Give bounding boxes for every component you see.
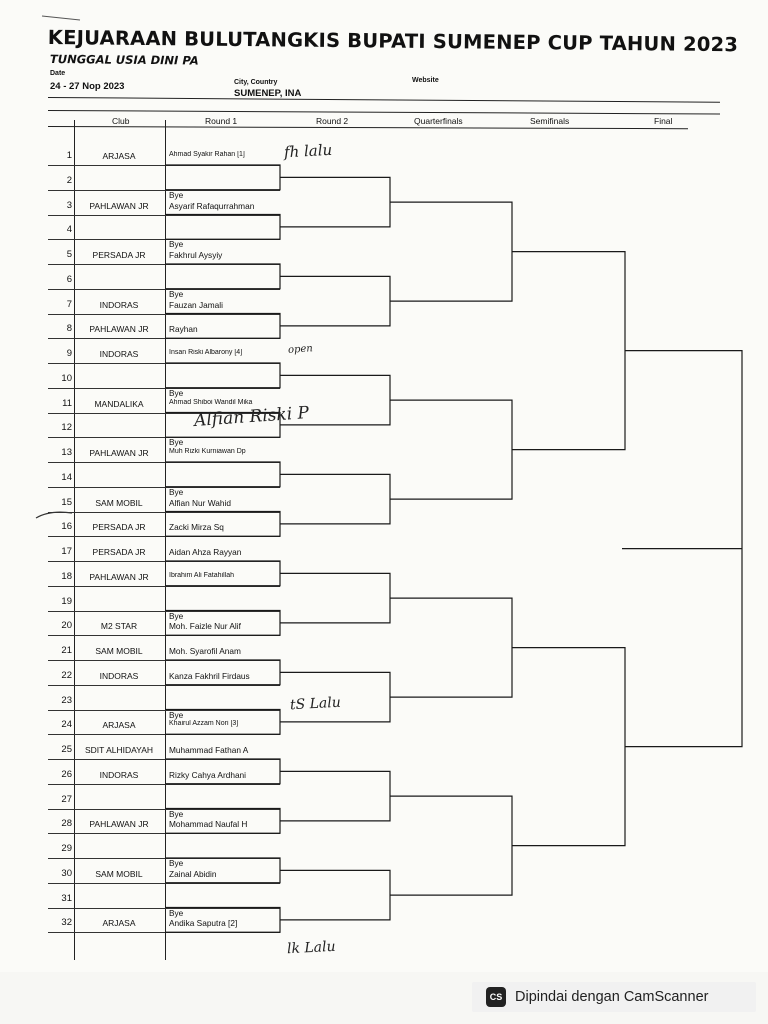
draw-position-number: 24: [61, 719, 72, 731]
draw-position-number: 31: [61, 892, 72, 904]
draw-position-number: 7: [66, 298, 72, 310]
club-name: PAHLAWAN JR: [89, 200, 149, 211]
club-name: PAHLAWAN JR: [89, 819, 149, 830]
draw-position-number: 20: [61, 620, 72, 632]
column-header-club: Club: [112, 116, 130, 126]
quarterfinal-connector: [390, 796, 512, 895]
draw-position-number: 15: [61, 496, 72, 508]
club-name: ARJASA: [102, 918, 136, 929]
draw-position-number: 17: [61, 546, 72, 557]
bye-slot: Bye: [169, 437, 184, 448]
column-header-final: Final: [654, 116, 673, 126]
column-header-semifinals: Semifinals: [530, 116, 570, 126]
pen-stroke-top-mark: [40, 12, 84, 24]
draw-position-number: 28: [61, 818, 72, 830]
draw-position-number: 9: [66, 348, 72, 359]
club-name: INDORAS: [99, 299, 139, 310]
club-name: PERSADA JR: [92, 250, 146, 260]
round-1-connector: [165, 710, 280, 735]
draw-position-number: 22: [61, 669, 72, 681]
round-2-connector: [280, 870, 390, 920]
column-header-round-1: Round 1: [205, 116, 238, 126]
draw-position-number: 16: [61, 521, 72, 533]
draw-position-number: 26: [61, 768, 72, 780]
club-name: PERSADA JR: [92, 522, 146, 533]
player-name: Rayhan: [169, 324, 198, 335]
round-1-connector: [165, 215, 280, 240]
player-name: Aidan Ahza Rayyan: [169, 547, 242, 557]
handwritten-note-entry-1: fh lalu: [283, 140, 333, 162]
round-1-connector: [165, 759, 280, 784]
player-name: Muhammad Fathan A: [169, 745, 249, 755]
camscanner-icon: CS: [486, 987, 506, 1007]
draw-position-number: 6: [66, 273, 72, 285]
round-1-connector: [165, 561, 280, 586]
quarterfinal-connector: [390, 400, 512, 499]
draw-position-number: 11: [62, 397, 72, 409]
player-name: Mohammad Naufal H: [169, 819, 248, 830]
club-name: M2 STAR: [100, 621, 138, 632]
draw-position-number: 27: [61, 793, 72, 805]
player-name: Insan Riski Albarony [4]: [169, 349, 243, 356]
player-name: Alfian Nur Wahid: [169, 497, 231, 508]
draw-position-number: 23: [61, 694, 72, 706]
column-header-quarterfinals: Quarterfinals: [414, 116, 463, 126]
player-name: Rizky Cahya Ardhani: [169, 769, 247, 780]
round-1-connector: [165, 809, 280, 834]
club-name: MANDALIKA: [94, 398, 144, 409]
semifinal-connector: [512, 648, 625, 846]
bye-slot: Bye: [169, 486, 184, 497]
bye-slot: Bye: [169, 709, 184, 720]
draw-position-number: 12: [61, 422, 72, 434]
draw-position-number: 5: [66, 249, 72, 260]
draw-position-number: 1: [66, 150, 72, 161]
bye-slot: Bye: [169, 858, 184, 868]
club-name: INDORAS: [99, 769, 139, 780]
round-1-connector: [165, 908, 280, 933]
round-2-connector: [280, 177, 390, 227]
date-value: 24 - 27 Nop 2023: [50, 81, 125, 92]
club-name: PAHLAWAN JR: [89, 324, 149, 335]
bye-slot: Bye: [169, 189, 184, 200]
round-1-connector: [165, 660, 280, 685]
player-name: Zainal Abidin: [169, 868, 217, 879]
round-1-connector: [165, 165, 280, 190]
draw-position-number: 18: [61, 570, 72, 582]
club-name: SAM MOBIL: [95, 646, 143, 656]
draw-position-number: 21: [61, 645, 72, 656]
club-name: PERSADA JR: [92, 547, 146, 557]
club-name: ARJASA: [102, 151, 136, 161]
player-name: Moh. Faizle Nur Alif: [169, 621, 241, 632]
draw-position-number: 19: [61, 595, 72, 607]
round-2-connector: [280, 276, 390, 326]
draw-position-number: 3: [66, 199, 72, 211]
tournament-title: KEJUARAAN BULUTANGKIS BUPATI SUMENEP CUP TAHUN 2023: [47, 26, 739, 57]
handwritten-note-entry-23: tS Lalu: [289, 694, 342, 714]
round-1-connector: [165, 858, 280, 883]
round-1-connector: [165, 512, 280, 537]
bye-slot: Bye: [169, 610, 184, 621]
player-name: Zacki Mirza Sq: [169, 522, 224, 533]
club-name: SAM MOBIL: [95, 497, 143, 508]
player-name: Muh Rizki Kurniawan Dp: [169, 448, 246, 455]
round-1-connector: [165, 264, 280, 289]
bye-slot: Bye: [169, 288, 184, 299]
handwritten-note-entry-12: Alfian Riski P: [193, 403, 310, 431]
club-name: ARJASA: [102, 720, 136, 731]
draw-position-number: 32: [61, 917, 72, 929]
round-2-connector: [280, 771, 390, 821]
draw-position-number: 29: [61, 843, 72, 854]
player-name: Fauzan Jamali: [169, 299, 223, 310]
club-name: INDORAS: [99, 670, 139, 681]
round-2-connector: [280, 474, 390, 524]
player-name: Ibrahim Ali Fatahillah: [169, 571, 234, 579]
camscanner-badge: [472, 982, 756, 1012]
bye-slot: Bye: [169, 387, 184, 398]
club-name: INDORAS: [99, 349, 139, 359]
bye-slot: Bye: [169, 808, 184, 819]
bye-slot: Bye: [169, 907, 184, 918]
round-1-connector: [165, 314, 280, 339]
player-name: Ahmad Shiboi Wandil Mika: [169, 398, 253, 406]
bye-slot: Bye: [169, 239, 184, 250]
date-label: Date: [50, 70, 66, 77]
round-2-connector: [280, 573, 390, 623]
player-name: Moh. Syarofil Anam: [169, 646, 241, 656]
draw-position-number: 8: [66, 323, 72, 335]
pen-stroke-mark: [34, 508, 74, 522]
player-name: Khairul Azzam Nori [3]: [169, 720, 239, 728]
round-1-connector: [165, 363, 280, 388]
column-header-round-2: Round 2: [316, 116, 349, 126]
player-name: Ahmad Syakir Rahan [1]: [169, 151, 245, 158]
club-name: PAHLAWAN JR: [89, 448, 149, 458]
player-name: Asyarif Rafaqurrahman: [169, 200, 255, 211]
draw-position-number: 14: [61, 471, 72, 483]
quarterfinal-connector: [390, 202, 512, 301]
round-1-connector: [165, 611, 280, 636]
player-name: Kanza Fakhril Firdaus: [169, 670, 250, 681]
club-name: SAM MOBIL: [95, 868, 143, 879]
camscanner-text: Dipindai dengan CamScanner: [515, 989, 709, 1005]
player-name: Fakhrul Aysyiy: [169, 250, 223, 260]
draw-position-number: 13: [61, 447, 72, 458]
city-value: SUMENEP, INA: [234, 88, 302, 99]
handwritten-note-entry-9: open: [287, 343, 314, 356]
draw-position-number: 4: [66, 224, 72, 236]
club-name: SDIT ALHIDAYAH: [84, 745, 154, 755]
city-label: City, Country: [234, 79, 278, 86]
semifinal-connector: [512, 252, 625, 450]
draw-position-number: 10: [61, 372, 72, 384]
player-name: Andika Saputra [2]: [169, 918, 238, 929]
quarterfinal-connector: [390, 598, 512, 697]
round-1-connector: [165, 462, 280, 487]
handwritten-note-entry-32: lk Lalu: [286, 938, 336, 958]
draw-position-number: 25: [61, 744, 72, 755]
club-name: PAHLAWAN JR: [89, 571, 149, 582]
draw-position-number: 30: [61, 867, 72, 879]
event-subtitle: TUNGGAL USIA DINI PA: [49, 52, 199, 68]
draw-position-number: 2: [66, 174, 72, 186]
website-label: Website: [412, 77, 439, 84]
